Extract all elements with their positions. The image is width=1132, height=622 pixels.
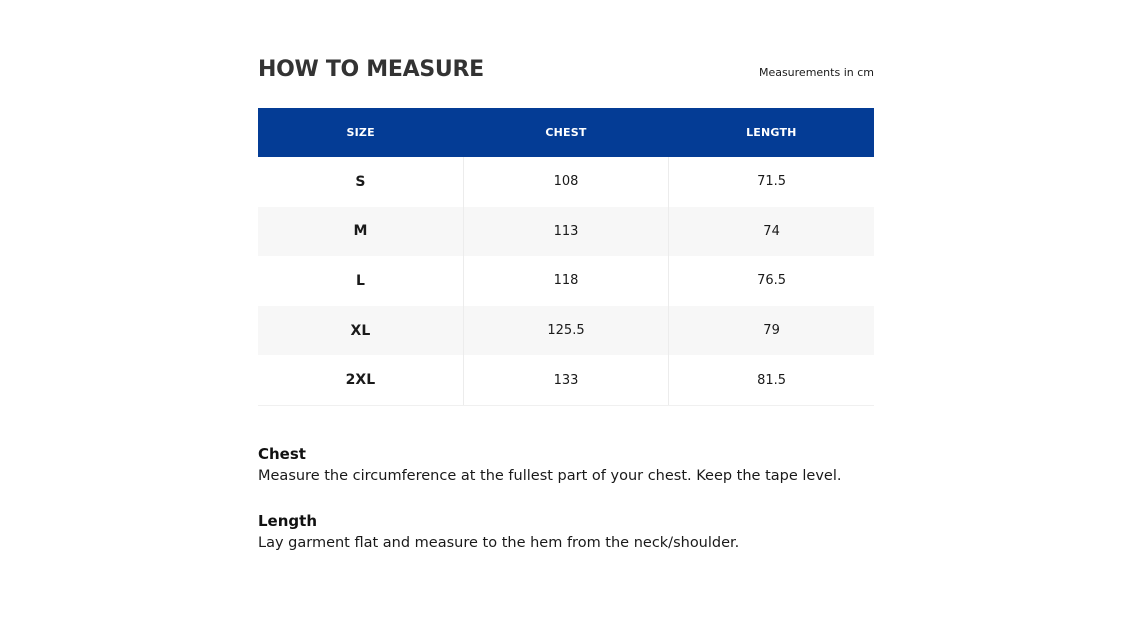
table-row xyxy=(258,256,874,306)
size-cell: 2XL xyxy=(258,355,463,405)
length-cell: 76.5 xyxy=(669,256,874,306)
guide-text-length: Lay garment flat and measure to the hem from the neck/shoulder. xyxy=(258,534,740,551)
size-cell: S xyxy=(258,157,463,207)
chest-cell: 133 xyxy=(463,355,668,405)
table-row xyxy=(258,157,874,207)
guide-title-chest: Chest xyxy=(258,444,306,463)
chest-cell: 125.5 xyxy=(463,306,668,356)
guide-title-length: Length xyxy=(258,511,317,530)
table-row xyxy=(258,355,874,405)
guide-text-chest: Measure the circumference at the fullest part of your chest. Keep the tape level. xyxy=(258,467,842,484)
size-table-body xyxy=(258,157,874,405)
size-cell: L xyxy=(258,256,463,306)
length-cell: 79 xyxy=(669,306,874,356)
guide-item-chest xyxy=(258,443,874,487)
chest-cell: 108 xyxy=(463,157,668,207)
page-title: HOW TO MEASURE xyxy=(258,57,484,82)
measure-guide xyxy=(258,443,874,554)
column-header-chest: CHEST xyxy=(463,108,668,157)
size-cell: M xyxy=(258,207,463,257)
size-guide xyxy=(258,54,874,577)
size-guide-header xyxy=(258,54,874,108)
guide-item-length xyxy=(258,510,874,554)
units-note: Measurements in cm xyxy=(758,66,874,79)
size-table xyxy=(258,108,874,406)
table-row xyxy=(258,306,874,356)
column-header-size: SIZE xyxy=(258,108,463,157)
table-row xyxy=(258,207,874,257)
size-table-header-row xyxy=(258,108,874,157)
size-table-head xyxy=(258,108,874,157)
chest-cell: 113 xyxy=(463,207,668,257)
chest-cell: 118 xyxy=(463,256,668,306)
length-cell: 71.5 xyxy=(669,157,874,207)
length-cell: 74 xyxy=(669,207,874,257)
size-cell: XL xyxy=(258,306,463,356)
column-header-length: LENGTH xyxy=(669,108,874,157)
length-cell: 81.5 xyxy=(669,355,874,405)
